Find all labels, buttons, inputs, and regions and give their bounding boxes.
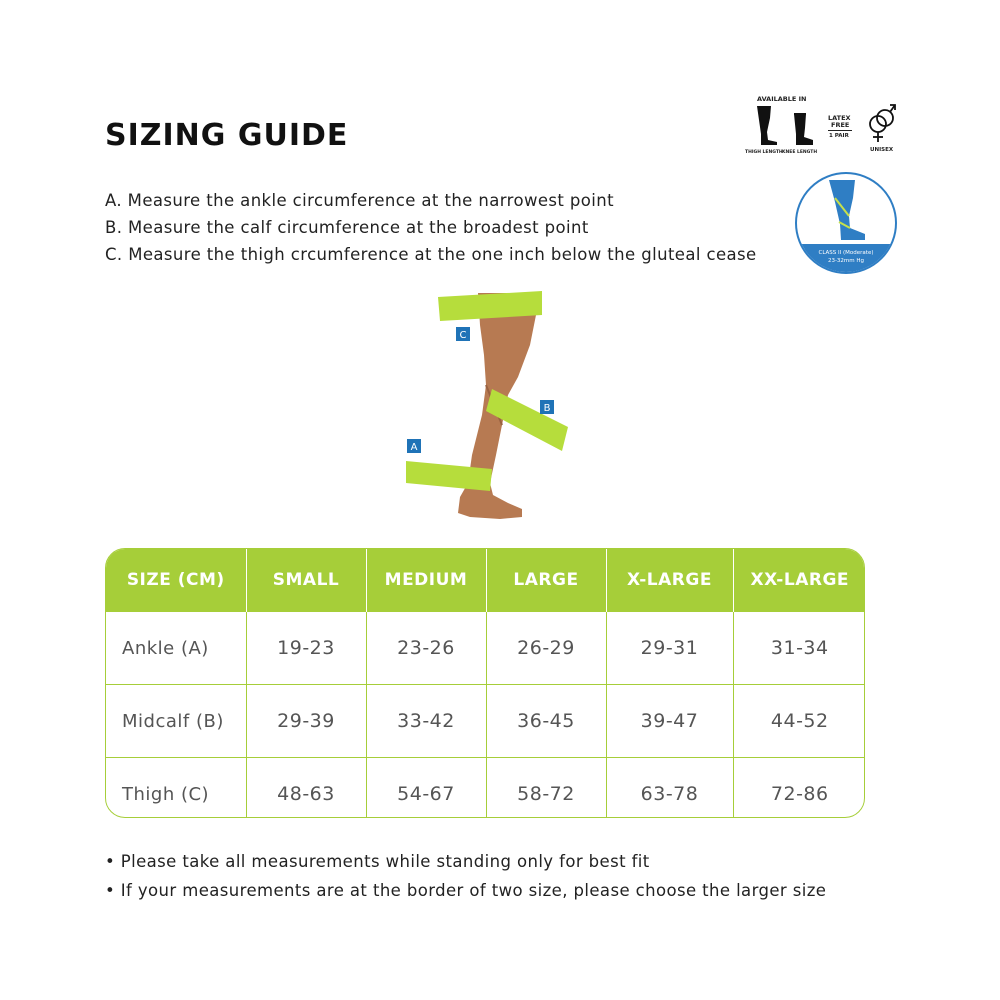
compression-class-badge xyxy=(795,172,897,274)
instruction-ankle: A. Measure the ankle circumference at the narrowest point xyxy=(105,191,614,210)
note-standing: • Please take all measurements while standing only for best fit xyxy=(105,852,650,871)
table-cell: 36-45 xyxy=(486,685,606,758)
compression-class-band xyxy=(797,244,895,272)
badge-divider xyxy=(828,130,852,131)
table-cell: 26-29 xyxy=(486,612,606,685)
page-title: SIZING GUIDE xyxy=(105,118,349,153)
table-cell: 48-63 xyxy=(246,758,366,819)
row-label: Midcalf (B) xyxy=(106,685,246,758)
table-row xyxy=(106,758,865,819)
header-size: SIZE (CM) xyxy=(106,549,246,612)
instruction-calf: B. Measure the calf circumference at the broadest point xyxy=(105,218,589,237)
size-table xyxy=(105,548,865,818)
table-cell: 58-72 xyxy=(486,758,606,819)
leg-measurement-figure xyxy=(390,285,590,525)
table-header-row xyxy=(106,549,865,612)
latex-free-label-2: FREE xyxy=(831,121,850,129)
note-border-size: • If your measurements are at the border of two size, please choose the larger size xyxy=(105,881,827,900)
header-small: SMALL xyxy=(246,549,366,612)
table-cell: 63-78 xyxy=(606,758,733,819)
product-badges xyxy=(745,92,910,162)
instruction-thigh: C. Measure the thigh crcumference at the one inch below the gluteal cease xyxy=(105,245,757,264)
compression-class-label: CLASS II (Moderate) xyxy=(818,250,874,256)
compression-pressure-label: 23-32mm Hg xyxy=(827,258,865,264)
header-medium: MEDIUM xyxy=(366,549,486,612)
row-label: Ankle (A) xyxy=(106,612,246,685)
table-row xyxy=(106,612,865,685)
ankle-label: A xyxy=(410,442,418,453)
table-cell: 19-23 xyxy=(246,612,366,685)
unisex-label: UNISEX xyxy=(870,147,894,153)
knee-length-label: KNEE LENGTH xyxy=(782,150,818,155)
table-cell: 33-42 xyxy=(366,685,486,758)
row-label: Thigh (C) xyxy=(106,758,246,819)
knee-length-stocking-icon xyxy=(785,112,817,146)
table-cell: 29-39 xyxy=(246,685,366,758)
fit-notes xyxy=(105,851,826,909)
thigh-length-stocking-icon xyxy=(749,104,781,146)
calf-label: B xyxy=(543,403,551,414)
header-large: LARGE xyxy=(486,549,606,612)
header-xx-large: XX-LARGE xyxy=(733,549,865,612)
thigh-length-label: THIGH LENGTH xyxy=(745,150,783,155)
available-in-label: AVAILABLE IN xyxy=(757,95,807,103)
table-row xyxy=(106,685,865,758)
thigh-label: C xyxy=(459,330,467,341)
latex-free-label-1: LATEX xyxy=(828,114,851,122)
pair-label: 1 PAIR xyxy=(829,133,849,139)
table-cell: 54-67 xyxy=(366,758,486,819)
table-cell: 31-34 xyxy=(733,612,865,685)
table-cell: 72-86 xyxy=(733,758,865,819)
header-x-large: X-LARGE xyxy=(606,549,733,612)
table-cell: 23-26 xyxy=(366,612,486,685)
measurement-instructions xyxy=(105,190,757,271)
table-cell: 39-47 xyxy=(606,685,733,758)
unisex-icon xyxy=(863,100,901,146)
table-cell: 44-52 xyxy=(733,685,865,758)
stocking-icon xyxy=(819,178,873,244)
table-cell: 29-31 xyxy=(606,612,733,685)
